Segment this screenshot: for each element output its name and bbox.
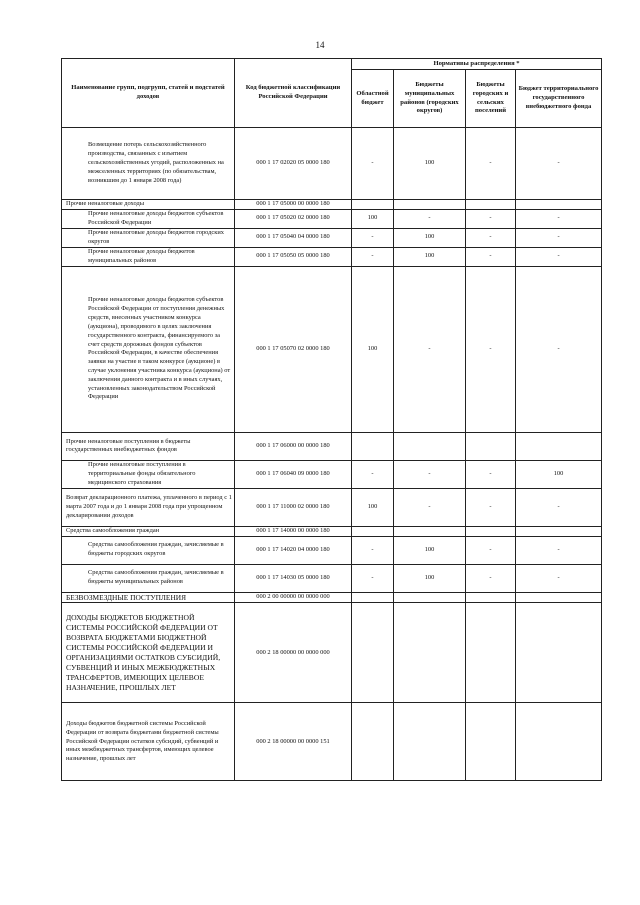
row-municipal: 100 xyxy=(394,228,466,247)
row-regional: 100 xyxy=(352,209,394,228)
row-regional xyxy=(352,592,394,603)
row-municipal xyxy=(394,432,466,460)
row-municipal xyxy=(394,603,466,703)
row-name: Прочие неналоговые доходы xyxy=(62,200,235,210)
row-code: 000 1 17 06040 09 0000 180 xyxy=(235,460,352,488)
row-settlements xyxy=(466,592,516,603)
row-settlements xyxy=(466,432,516,460)
row-name: Прочие неналоговые доходы бюджетов субъектов Российской Федерации от поступления денежных средств, внесенных участником конкурса (аукциона), проводимого в целях заключения государственного контракта, финансируемого за счет средств дорожных фондов субъектов Российской Федерации, в качестве обеспечения заявки на участие в таком конкурсе (аукционе) в случае уклонения участника конкурса (аукциона) от заключения данного контракта и в иных случаях, установленных законодательством Российской Федерации xyxy=(62,266,235,432)
row-regional: - xyxy=(352,536,394,564)
row-municipal: - xyxy=(394,488,466,526)
row-tfoms: - xyxy=(516,228,602,247)
header-tfoms-budget: Бюджет территориального государственного внебюджетного фонда xyxy=(516,70,602,128)
header-municipal-budgets: Бюджеты муниципальных районов (городских округов) xyxy=(394,70,466,128)
row-regional xyxy=(352,200,394,210)
row-code: 000 2 18 00000 00 0000 000 xyxy=(235,603,352,703)
row-tfoms: - xyxy=(516,209,602,228)
header-settlement-budgets: Бюджеты городских и сельских поселений xyxy=(466,70,516,128)
row-code: 000 1 17 14030 05 0000 180 xyxy=(235,564,352,592)
row-name: ДОХОДЫ БЮДЖЕТОВ БЮДЖЕТНОЙ СИСТЕМЫ РОССИЙСКОЙ ФЕДЕРАЦИИ ОТ ВОЗВРАТА БЮДЖЕТАМИ БЮДЖЕТНОЙ СИСТЕМЫ РОССИЙСКОЙ ФЕДЕРАЦИИ И ОРГАНИЗАЦИЯМИ ОСТАТКОВ СУБСИДИЙ, СУБВЕНЦИЙ И ИНЫХ МЕЖБЮДЖЕТНЫХ ТРАНСФЕРТОВ, ИМЕЮЩИХ ЦЕЛЕВОЕ НАЗНАЧЕНИЕ, ПРОШЛЫХ ЛЕТ xyxy=(62,603,235,703)
row-regional xyxy=(352,703,394,781)
row-regional: - xyxy=(352,247,394,266)
row-code: 000 1 17 14000 00 0000 180 xyxy=(235,526,352,536)
row-code: 000 1 17 11000 02 0000 180 xyxy=(235,488,352,526)
table-row xyxy=(62,526,602,536)
row-tfoms xyxy=(516,592,602,603)
row-tfoms: - xyxy=(516,247,602,266)
row-name: Возмещение потерь сельскохозяйственного производства, связанных с изъятием сельскохозяйственных угодий, расположенных на межселенных территориях (по обязательствам, возникшим до 1 января 2008 года) xyxy=(62,128,235,200)
row-name: Средства самообложения граждан xyxy=(62,526,235,536)
table-header xyxy=(62,59,602,128)
row-regional xyxy=(352,603,394,703)
table-row xyxy=(62,266,602,432)
header-code: Код бюджетной классификации Российской Федерации xyxy=(235,59,352,128)
table-row xyxy=(62,536,602,564)
row-settlements: - xyxy=(466,488,516,526)
revenue-distribution-table xyxy=(61,58,602,781)
row-municipal xyxy=(394,200,466,210)
row-name: Средства самообложения граждан, зачисляемые в бюджеты муниципальных районов xyxy=(62,564,235,592)
row-code: 000 1 17 02020 05 0000 180 xyxy=(235,128,352,200)
row-regional: - xyxy=(352,128,394,200)
table-row xyxy=(62,488,602,526)
row-regional: - xyxy=(352,228,394,247)
row-name: Прочие неналоговые поступления в территориальные фонды обязательного медицинского страхования xyxy=(62,460,235,488)
row-code: 000 1 17 05070 02 0000 180 xyxy=(235,266,352,432)
page-number: 14 xyxy=(315,40,325,50)
row-tfoms: - xyxy=(516,488,602,526)
table-row xyxy=(62,209,602,228)
header-name: Наименование групп, подгрупп, статей и подстатей доходов xyxy=(62,59,235,128)
table-body xyxy=(62,128,602,781)
row-code: 000 1 17 05050 05 0000 180 xyxy=(235,247,352,266)
row-code: 000 1 17 05020 02 0000 180 xyxy=(235,209,352,228)
header-distribution-norms: Нормативы распределения * xyxy=(352,59,602,70)
table-row xyxy=(62,247,602,266)
row-name: Прочие неналоговые доходы бюджетов муниципальных районов xyxy=(62,247,235,266)
row-code: 000 1 17 05040 04 0000 180 xyxy=(235,228,352,247)
row-municipal xyxy=(394,526,466,536)
row-municipal: 100 xyxy=(394,536,466,564)
row-municipal xyxy=(394,592,466,603)
row-settlements: - xyxy=(466,460,516,488)
row-settlements: - xyxy=(466,536,516,564)
row-tfoms xyxy=(516,603,602,703)
row-name: Прочие неналоговые поступления в бюджеты государственных внебюджетных фондов xyxy=(62,432,235,460)
row-municipal: - xyxy=(394,266,466,432)
row-municipal: - xyxy=(394,460,466,488)
row-tfoms: - xyxy=(516,128,602,200)
row-settlements: - xyxy=(466,564,516,592)
row-code: 000 1 17 14020 04 0000 180 xyxy=(235,536,352,564)
table-row xyxy=(62,228,602,247)
row-code: 000 2 00 00000 00 0000 000 xyxy=(235,592,352,603)
row-settlements: - xyxy=(466,247,516,266)
row-settlements: - xyxy=(466,228,516,247)
row-municipal: 100 xyxy=(394,128,466,200)
row-municipal: 100 xyxy=(394,247,466,266)
table-row xyxy=(62,460,602,488)
row-code: 000 1 17 06000 00 0000 180 xyxy=(235,432,352,460)
table-row xyxy=(62,200,602,210)
row-name: Доходы бюджетов бюджетной системы Российской Федерации от возврата бюджетами бюджетной системы Российской Федерации остатков субсидий, субвенций и иных межбюджетных трансфертов, имеющих целевое назначение, прошлых лет xyxy=(62,703,235,781)
table-row xyxy=(62,703,602,781)
row-municipal: 100 xyxy=(394,564,466,592)
row-name: Прочие неналоговые доходы бюджетов субъектов Российской Федерации xyxy=(62,209,235,228)
header-regional-budget: Областной бюджет xyxy=(352,70,394,128)
row-name: Возврат декларационного платежа, уплаченного в период с 1 марта 2007 года и до 1 января 2008 года при упрощенном декларировании доходов xyxy=(62,488,235,526)
row-settlements: - xyxy=(466,209,516,228)
row-municipal: - xyxy=(394,209,466,228)
table-row xyxy=(62,603,602,703)
row-regional: 100 xyxy=(352,266,394,432)
row-tfoms: - xyxy=(516,266,602,432)
table-row xyxy=(62,564,602,592)
table-row xyxy=(62,592,602,603)
row-settlements xyxy=(466,526,516,536)
row-settlements: - xyxy=(466,128,516,200)
row-regional xyxy=(352,526,394,536)
row-tfoms xyxy=(516,200,602,210)
table-row xyxy=(62,432,602,460)
row-code: 000 1 17 05000 00 0000 180 xyxy=(235,200,352,210)
row-name: Прочие неналоговые доходы бюджетов городских округов xyxy=(62,228,235,247)
row-name: Средства самообложения граждан, зачисляемые в бюджеты городских округов xyxy=(62,536,235,564)
row-tfoms xyxy=(516,432,602,460)
row-settlements xyxy=(466,703,516,781)
row-regional xyxy=(352,432,394,460)
row-code: 000 2 18 00000 00 0000 151 xyxy=(235,703,352,781)
row-name: БЕЗВОЗМЕЗДНЫЕ ПОСТУПЛЕНИЯ xyxy=(62,592,235,603)
row-tfoms xyxy=(516,703,602,781)
row-settlements xyxy=(466,603,516,703)
row-regional: - xyxy=(352,460,394,488)
row-tfoms: - xyxy=(516,564,602,592)
row-settlements xyxy=(466,200,516,210)
row-tfoms: - xyxy=(516,536,602,564)
row-regional: 100 xyxy=(352,488,394,526)
row-municipal xyxy=(394,703,466,781)
row-regional: - xyxy=(352,564,394,592)
row-tfoms: 100 xyxy=(516,460,602,488)
row-settlements: - xyxy=(466,266,516,432)
row-tfoms xyxy=(516,526,602,536)
table-row xyxy=(62,128,602,200)
